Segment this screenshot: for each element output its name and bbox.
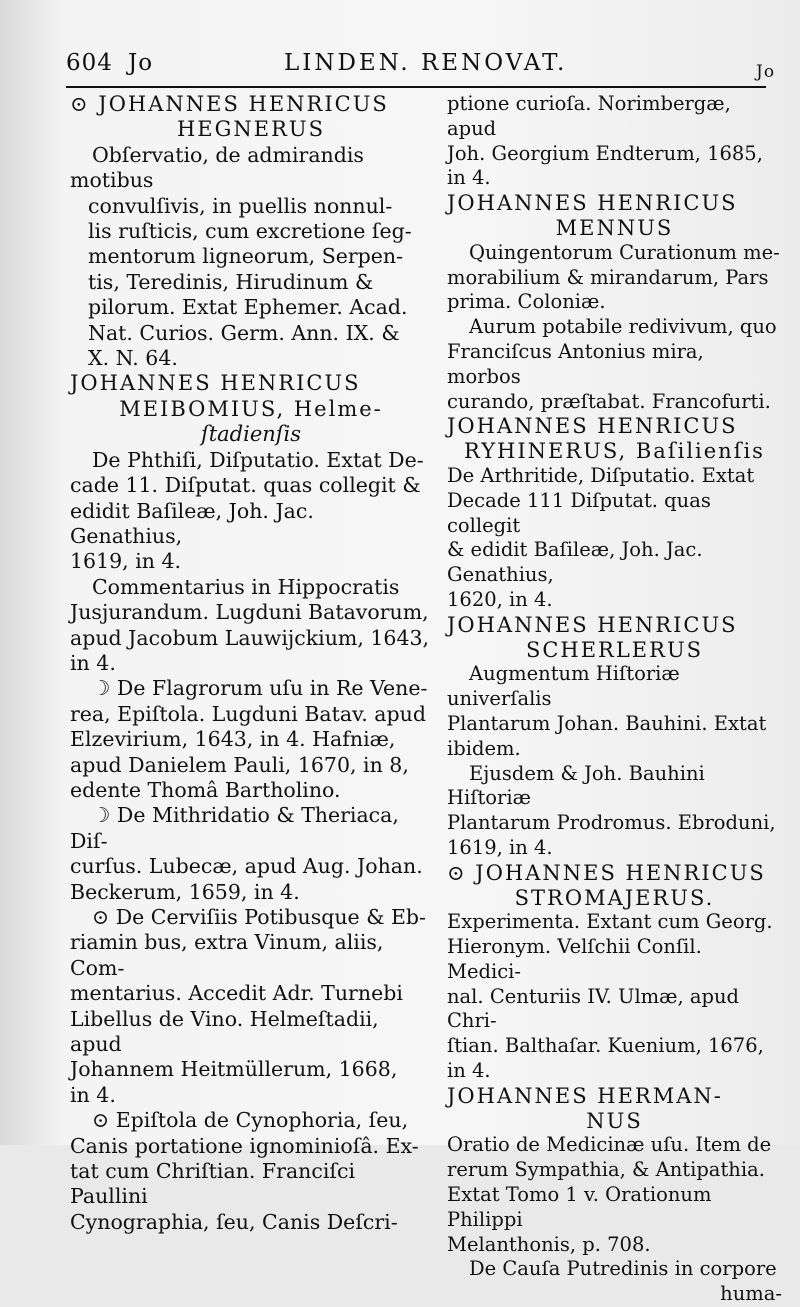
text-line: in 4.	[447, 166, 491, 190]
text-line: Augmentum Hiſtoriæ univerſalis	[447, 662, 680, 711]
text-line: edente Thomâ Bartholino.	[70, 777, 341, 802]
text-line: tat cum Chriſtian. Franciſci Paullini	[70, 1159, 356, 1209]
text-line: Oratio de Medicinæ uſu. Item de	[447, 1133, 772, 1157]
text-line: Aurum potabile redivivum, quo	[469, 315, 777, 339]
text-line: pilorum. Extat Ephemer. Acad.	[88, 295, 408, 320]
text-line: in 4.	[70, 1082, 116, 1107]
text-line: ⊙ Epiſtola de Cynophoria, ſeu,	[92, 1108, 409, 1133]
entry-heading: JOHANNES HENRICUS	[447, 612, 738, 637]
text-line: Decade 111 Diſputat. quas collegit	[447, 488, 711, 537]
entry-heading: SCHERLERUS	[525, 637, 704, 662]
text-line: mentorum ligneorum, Serpen-	[88, 244, 404, 269]
text-line: ptione curioſa. Norimbergæ, apud	[447, 92, 731, 140]
text-line: ibidem.	[447, 736, 521, 760]
text-line: prima. Coloniæ.	[447, 290, 606, 314]
text-line: in 4.	[70, 650, 116, 675]
entry-heading: HEGNERUS	[176, 117, 326, 142]
entry-heading: ⊙ JOHANNES HENRICUS	[70, 92, 389, 116]
entry-heading: JOHANNES HERMAN-	[447, 1083, 723, 1108]
text-line: Plantarum Prodromus. Ebroduni,	[447, 811, 776, 835]
text-line: riamin bus, extra Vinum, aliis, Com-	[70, 930, 384, 980]
catchword: Jo	[756, 62, 776, 82]
text-line: & edidit Baſileæ, Joh. Jac. Genathius,	[447, 538, 703, 587]
entry-heading: ſtadienſis	[200, 422, 302, 447]
entry-heading: MEIBOMIUS, Helme-	[119, 396, 383, 421]
text-line: nal. Centuriis IV. Ulmæ, apud Chri-	[447, 984, 740, 1033]
text-line: morabilium & mirandarum, Pars	[447, 265, 769, 289]
section-letter: Jo	[128, 50, 154, 76]
text-line: Johannem Heitmüllerum, 1668,	[70, 1057, 398, 1082]
left-column	[70, 92, 432, 1235]
entry-heading: JOHANNES HENRICUS	[447, 191, 738, 216]
page-number: 604	[66, 50, 113, 76]
entry-heading: STROMAJERUS.	[514, 885, 715, 910]
entry-heading: JOHANNES HENRICUS	[70, 371, 361, 396]
text-line: Elzevirium, 1643, in 4. Hafniæ,	[70, 727, 396, 752]
text-line: Jusjurandum. Lugduni Batavorum,	[70, 600, 429, 625]
running-title: LINDEN. RENOVAT.	[284, 50, 568, 76]
catchword-line: huma-	[720, 1282, 782, 1306]
text-line: Libellus de Vino. Helmeſtadii, apud	[70, 1006, 379, 1057]
text-line: De Arthritide, Diſputatio. Extat	[447, 463, 755, 487]
text-line: Experimenta. Extant cum Georg.	[447, 910, 773, 934]
text-line: ☽ De Mithridatio & Theriaca, Diſ-	[70, 803, 399, 853]
text-line: Canis portatione ignominioſâ. Ex-	[70, 1133, 419, 1158]
text-line: De Cauſa Putredinis in corpore	[469, 1257, 777, 1281]
text-line: ſtian. Balthaſar. Kuenium, 1676, in 4.	[447, 1034, 764, 1083]
entry-heading: ⊙ JOHANNES HENRICUS	[447, 860, 766, 885]
text-line: Franciſcus Antonius mira, morbos	[447, 339, 704, 388]
text-line: 1619, in 4.	[447, 835, 553, 859]
text-line: cade 11. Diſputat. quas collegit &	[70, 473, 421, 498]
text-line: Extat Tomo 1 v. Orationum Philippi	[447, 1183, 712, 1231]
text-line: Joh. Georgium Endterum, 1685,	[447, 141, 763, 165]
text-line: lis ruſticis, cum excretione ſeg-	[88, 219, 412, 244]
text-line: Cynographia, ſeu, Canis Deſcri-	[70, 1209, 398, 1234]
header-rule	[66, 86, 766, 88]
text-line: apud Danielem Pauli, 1670, in 8,	[70, 752, 409, 777]
text-line: Melanthonis, p. 708.	[447, 1232, 651, 1256]
text-line: tis, Teredinis, Hirudinum &	[88, 269, 374, 294]
text-line: ⊙ De Cerviſiis Potibusque & Eb-	[92, 905, 426, 929]
running-header	[66, 50, 776, 86]
text-line: De Phthiſi, Diſputatio. Extat De-	[92, 447, 424, 472]
text-line: Ejusdem & Joh. Bauhini Hiſtoriæ	[447, 761, 705, 810]
text-line: rea, Epiſtola. Lugduni Batav. apud	[70, 701, 426, 726]
text-line: Plantarum Johan. Bauhini. Extat	[447, 711, 767, 735]
text-line: Obſervatio, de admirandis motibus	[70, 142, 364, 193]
text-line: curſus. Lubecæ, apud Aug. Johan.	[70, 854, 423, 879]
text-line: ☽ De Flagrorum uſu in Re Vene-	[92, 676, 428, 701]
text-line: apud Jacobum Lauwijckium, 1643,	[70, 625, 430, 650]
right-column	[447, 92, 782, 1307]
text-line: 1619, in 4.	[70, 549, 182, 574]
text-line: Quingentorum Curationum me-	[469, 240, 780, 264]
text-line: 1620, in 4.	[447, 587, 553, 611]
text-line: curando, præſtabat. Francofurti.	[447, 389, 771, 413]
entry-heading: NUS	[586, 1108, 643, 1133]
text-line: edidit Baſileæ, Joh. Jac. Genathius,	[70, 498, 314, 548]
text-line: Beckerum, 1659, in 4.	[70, 879, 300, 904]
entry-heading: RYHINERUS, Baſilienſis	[464, 439, 765, 464]
entry-heading: JOHANNES HENRICUS	[447, 414, 738, 439]
text-line: X. N. 64.	[88, 346, 178, 371]
text-line: convulſivis, in puellis nonnul-	[88, 193, 393, 218]
text-line: Hieronym. Velſchii Conſil. Medici-	[447, 935, 702, 983]
entry-heading: MENNUS	[555, 215, 674, 240]
text-line: Nat. Curios. Germ. Ann. IX. &	[88, 320, 400, 345]
text-line: rerum Sympathia, & Antipathia.	[447, 1158, 765, 1182]
text-line: Commentarius in Hippocratis	[92, 574, 400, 599]
text-line: mentarius. Accedit Adr. Turnebi	[70, 981, 403, 1006]
